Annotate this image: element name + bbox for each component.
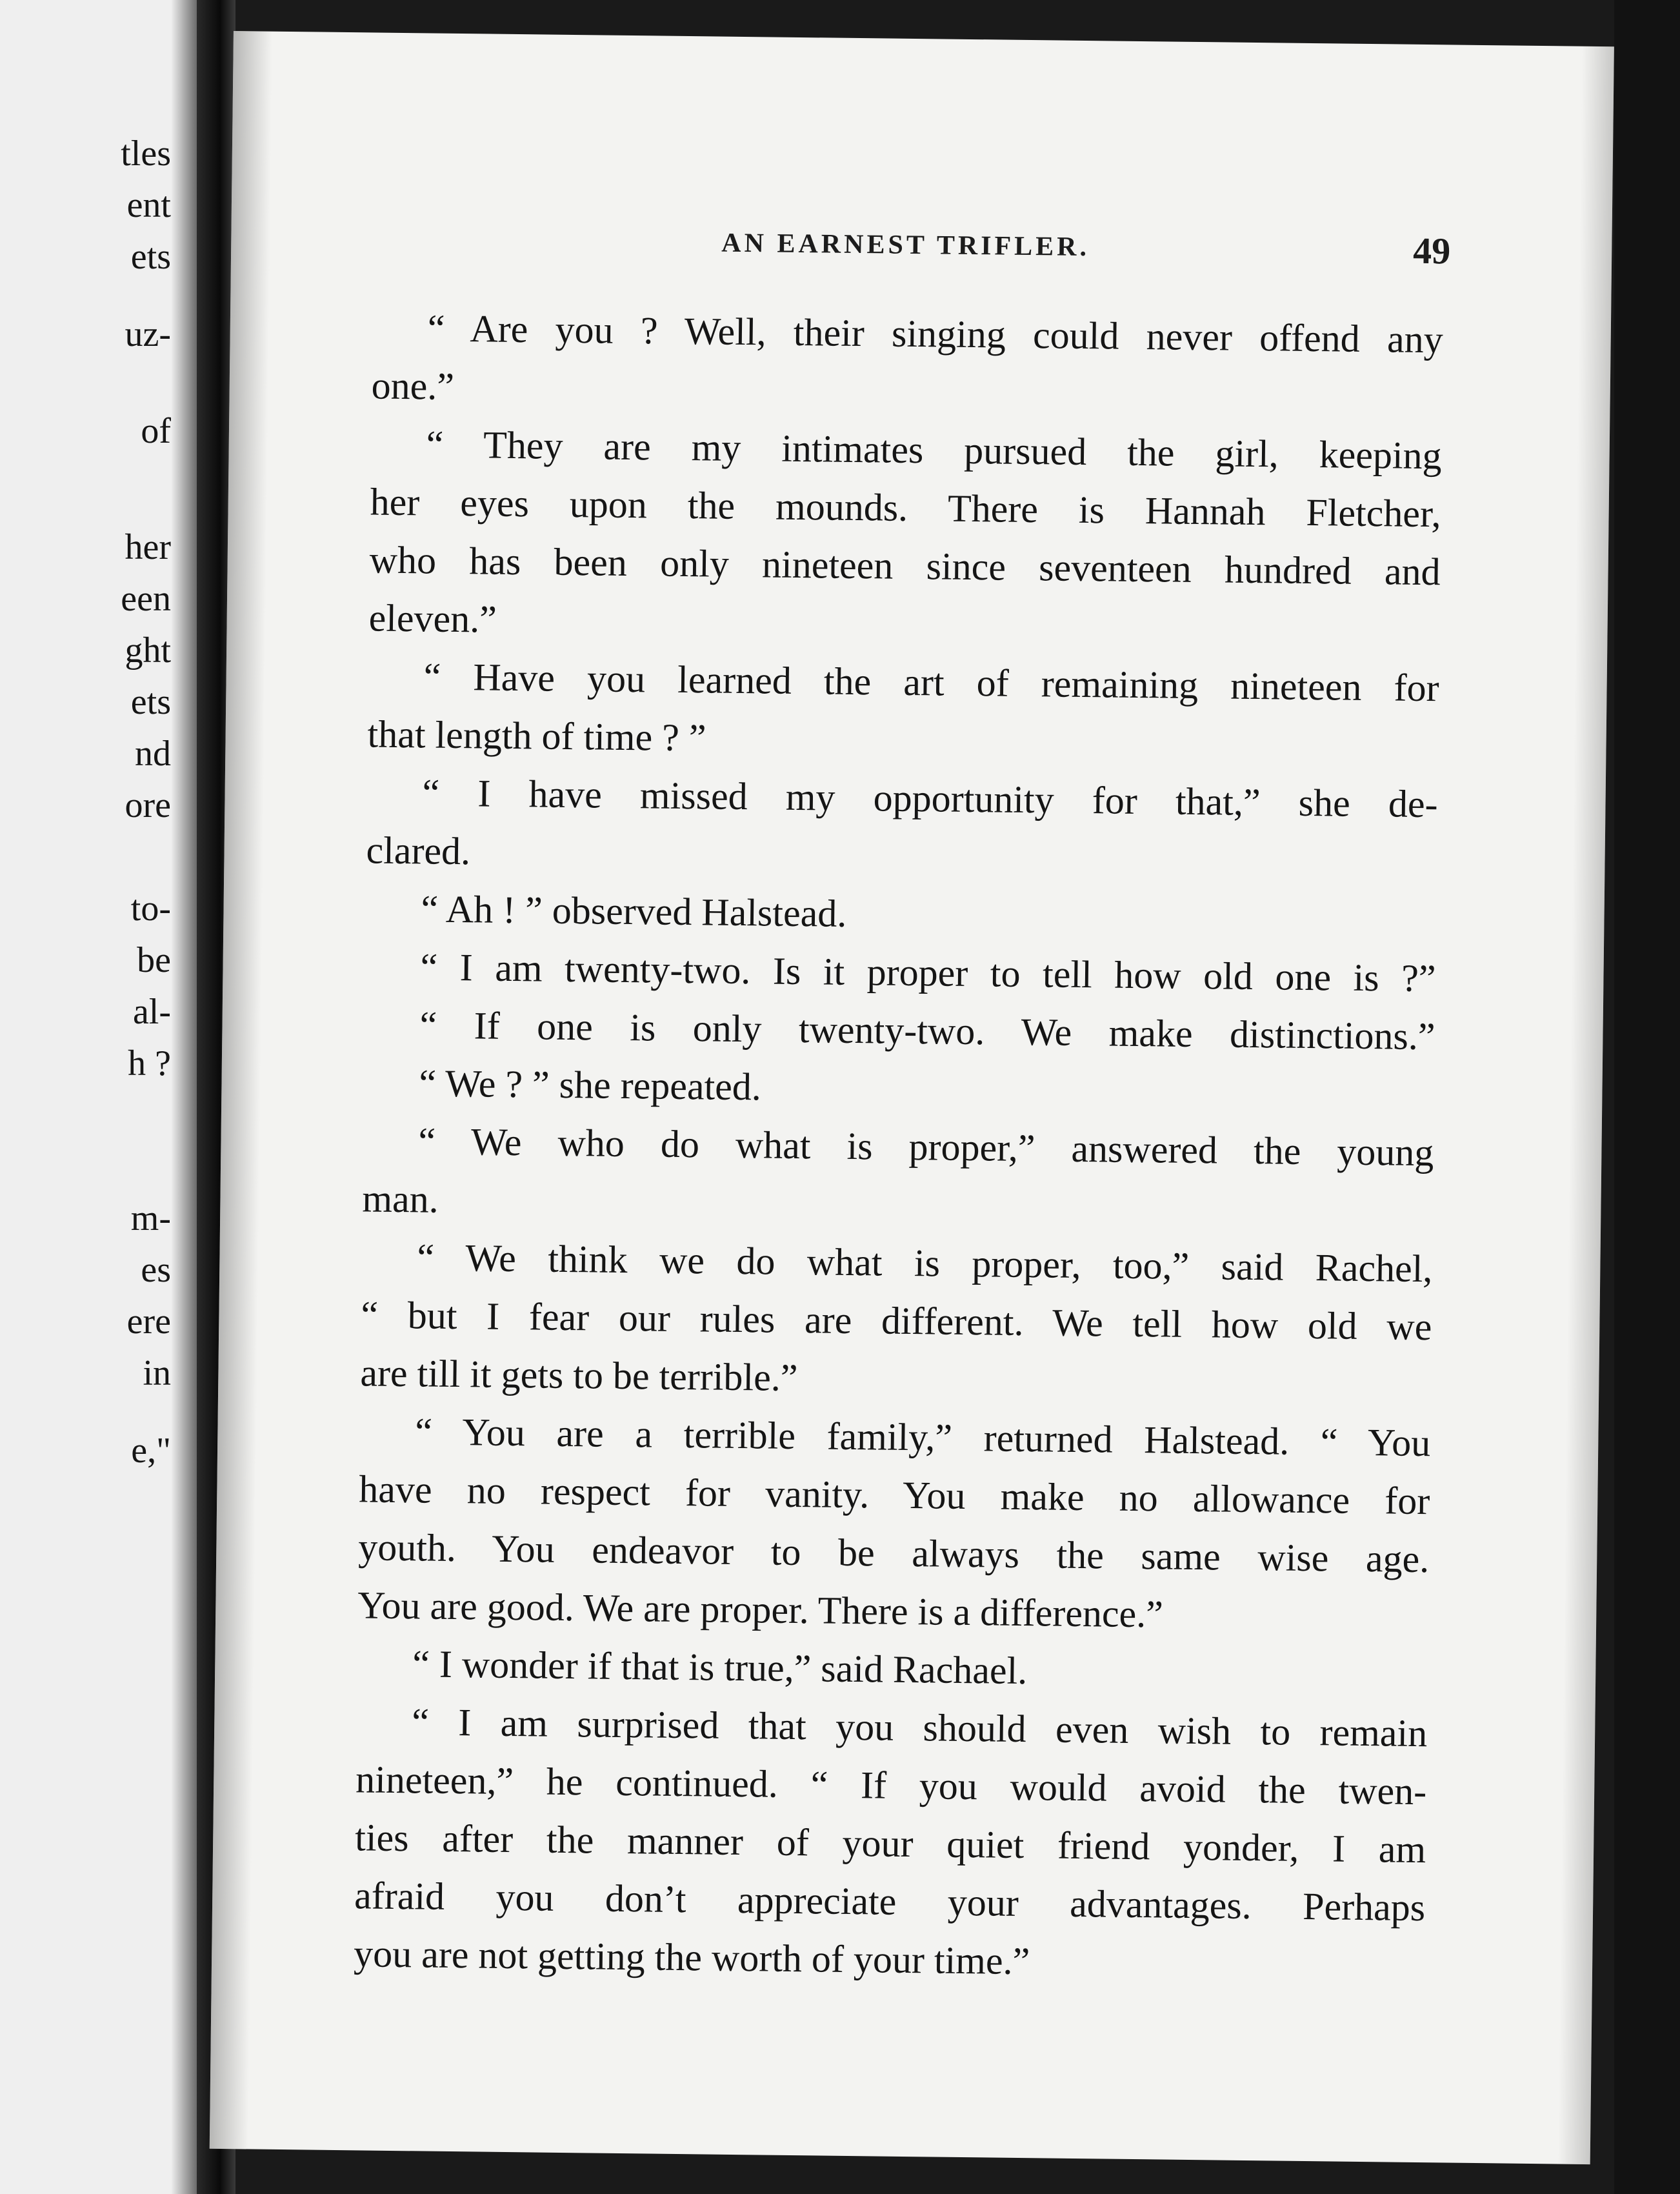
text-line: “ Have you learned the art of remaining nineteen for xyxy=(423,655,1439,710)
text-line: have no respect for vanity. You make no allowance for xyxy=(359,1467,1430,1523)
text-line: man. xyxy=(362,1177,439,1221)
page-text xyxy=(354,298,1444,1995)
text-line: are till it gets to be terrible.” xyxy=(360,1351,798,1400)
previous-page-fragment: be xyxy=(137,940,171,980)
text-line: “ Ah ! ” observed Halstead. xyxy=(421,887,847,935)
previous-page-fragment: ets xyxy=(130,237,171,277)
previous-page-fragment: her xyxy=(125,527,171,567)
previous-page-fragment: ore xyxy=(125,785,171,825)
text-line: one.” xyxy=(371,364,455,408)
previous-page-fragment: to- xyxy=(130,889,171,929)
text-line: “ You are a terrible family,” returned Halstead. “ You xyxy=(415,1410,1431,1465)
previous-page-fragment: e," xyxy=(131,1431,171,1471)
text-line: that length of time ? ” xyxy=(367,712,706,760)
previous-page-fragment: ere xyxy=(126,1302,171,1342)
text-line: “ If one is only twenty-two. We make distinctions.” xyxy=(419,1003,1435,1058)
previous-page-fragment: nd xyxy=(135,734,171,774)
previous-page-fragment: ght xyxy=(125,630,171,670)
previous-page-fragment: h ? xyxy=(128,1043,171,1083)
text-line: “ but I fear our rules are different. We tell how old we xyxy=(361,1293,1432,1349)
text-line: “ I wonder if that is true,” said Rachael. xyxy=(412,1642,1028,1693)
text-line: “ We think we do what is proper, too,” said Rachel, xyxy=(417,1236,1433,1291)
previous-page-fragment: m- xyxy=(130,1198,171,1238)
previous-page-fragment: ent xyxy=(126,185,171,225)
text-line: who has been only nineteen since seventeen hundred and xyxy=(369,538,1441,594)
text-line: nineteen,” he continued. “ If you would avoid the twen- xyxy=(355,1758,1427,1813)
page-number: 49 xyxy=(1412,229,1451,272)
page-edge-shadow xyxy=(1558,46,1614,2164)
text-line: “ Are you ? Well, their singing could never offend any xyxy=(427,307,1444,361)
text-line: eleven.” xyxy=(368,596,497,641)
text-line: ties after the manner of your quiet friend yonder, I am xyxy=(354,1816,1426,1871)
scan-border xyxy=(1614,0,1680,2194)
text-line: afraid you don’t appreciate your advantages. Perhaps xyxy=(354,1874,1426,1929)
text-line: you are not getting the worth of your time.” xyxy=(353,1932,1030,1983)
book-page xyxy=(210,31,1614,2164)
previous-page-fragment: es xyxy=(141,1250,171,1290)
text-line: “ I am twenty-two. Is it proper to tell how old one is ?” xyxy=(420,945,1436,1000)
text-line: youth. You endeavor to be always the same wise age. xyxy=(357,1525,1430,1581)
text-line: her eyes upon the mounds. There is Hannah Fletcher, xyxy=(370,480,1442,536)
text-line: “ I am surprised that you should even wish to remain xyxy=(411,1700,1428,1755)
text-line: clared. xyxy=(366,829,471,873)
previous-page-fragment: tles xyxy=(121,134,171,174)
text-line: “ We who do what is proper,” answered the young xyxy=(418,1120,1434,1174)
previous-page-fragment: of xyxy=(141,411,171,451)
gutter-shadow xyxy=(171,0,197,2194)
text-line: “ We ? ” she repeated. xyxy=(419,1062,762,1109)
previous-page xyxy=(0,0,197,2194)
text-line: “ I have missed my opportunity for that,” she de- xyxy=(422,771,1438,826)
running-head: AN EARNEST TRIFLER. xyxy=(721,228,1090,263)
previous-page-fragment: een xyxy=(121,579,171,619)
previous-page-fragment: in xyxy=(143,1353,171,1393)
previous-page-fragment: al- xyxy=(132,992,171,1032)
text-line: You are good. We are proper. There is a difference.” xyxy=(357,1584,1164,1636)
previous-page-fragment: uz- xyxy=(125,314,171,354)
text-line: “ They are my intimates pursued the girl, keeping xyxy=(426,423,1443,478)
previous-page-fragment: ets xyxy=(130,682,171,722)
